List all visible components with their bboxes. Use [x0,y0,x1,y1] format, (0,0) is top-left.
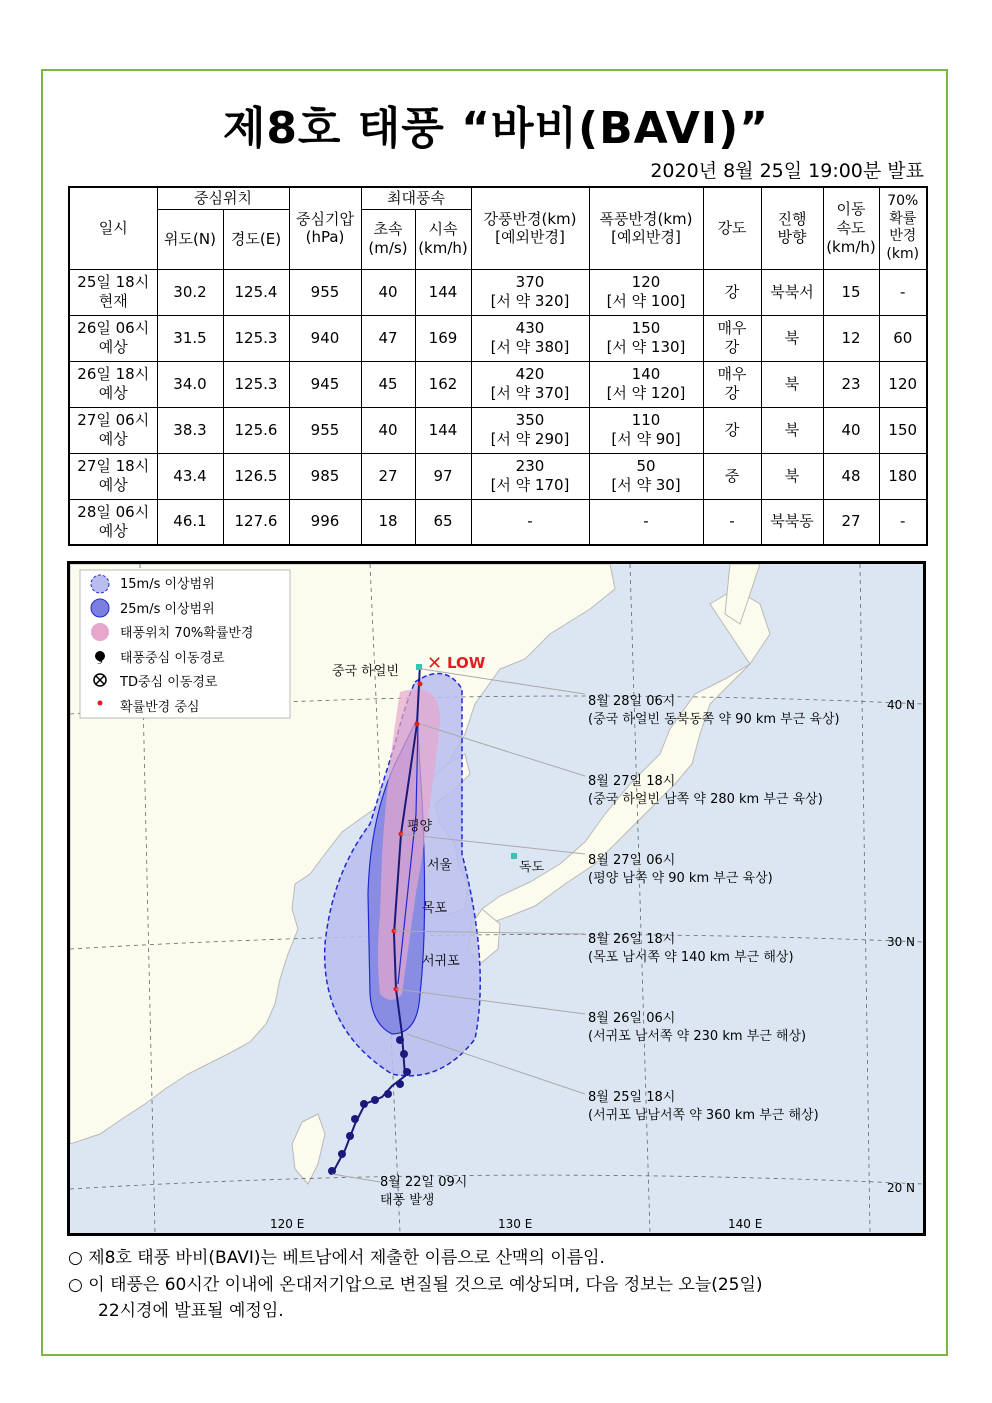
callout-3: 8월 26일 18시 (목포 남서쪽 약 140 km 부근 해상) [588,932,794,965]
cell-direction: 북 [761,361,823,407]
cell-pressure: 996 [289,499,361,545]
header-speed: 이동 속도 (km/h) [823,187,879,269]
header-storm: 폭풍반경(km) [예외반경] [589,187,703,269]
typhoon-track-map [67,561,926,1236]
cell-pressure: 940 [289,315,361,361]
cell-kmh: 144 [415,269,471,315]
land-taiwan [292,1114,325,1184]
lon-label-140: 140 E [728,1217,763,1231]
header-direction: 진행 방향 [761,187,823,269]
cell-ms: 40 [361,269,415,315]
cell-storm: 150 [서 약 130] [589,315,703,361]
place-harbin: 중국 하얼빈 [332,664,399,679]
cell-speed: 15 [823,269,879,315]
cell-kmh: 97 [415,453,471,499]
cell-time: 25일 18시 현재 [69,269,157,315]
place-seoul: 서울 [427,858,453,873]
header-lon: 경도(E) [223,209,289,269]
header-maxwind: 최대풍속 [361,187,471,209]
cell-gale: - [471,499,589,545]
cell-lon: 125.3 [223,315,289,361]
place-low: LOW [447,654,486,672]
cell-gale: 370 [서 약 320] [471,269,589,315]
cell-storm: 110 [서 약 90] [589,407,703,453]
cell-direction: 북북동 [761,499,823,545]
cell-pressure: 955 [289,407,361,453]
cell-time: 26일 06시 예상 [69,315,157,361]
cell-intensity: 매우 강 [703,315,761,361]
header-kmh: 시속 (km/h) [415,209,471,269]
cell-radius: - [879,499,927,545]
cell-lon: 125.4 [223,269,289,315]
cell-lat: 31.5 [157,315,223,361]
cell-kmh: 162 [415,361,471,407]
cell-ms: 18 [361,499,415,545]
cell-speed: 27 [823,499,879,545]
cell-lat: 43.4 [157,453,223,499]
cell-lat: 46.1 [157,499,223,545]
legend-15ms: 15m/s 이상범위 [120,577,215,592]
cell-lon: 126.5 [223,453,289,499]
table-row [69,499,927,545]
lon-label-120: 120 E [270,1217,305,1231]
header-time: 일시 [69,187,157,269]
header-ms: 초속 (m/s) [361,209,415,269]
lat-label-30: 30 N [886,935,915,949]
note-2: ○ 이 태풍은 60시간 이내에 온대저기압으로 변질될 것으로 예상되며, 다음 정보는 오늘(25일) [68,1275,763,1295]
place-pyongyang: 평양 [407,819,433,834]
cell-speed: 23 [823,361,879,407]
harbin-marker [416,664,422,670]
table-row [69,407,927,453]
cell-direction: 북 [761,315,823,361]
table-row [69,453,927,499]
cell-radius: 120 [879,361,927,407]
cell-ms: 45 [361,361,415,407]
note-1: ○ 제8호 태풍 바비(BAVI)는 베트남에서 제출한 이름으로 산맥의 이름임. [68,1248,605,1268]
page-title: 제8호 태풍 “바비(BAVI)” [222,103,770,154]
cell-radius: 180 [879,453,927,499]
cell-lon: 125.6 [223,407,289,453]
cell-kmh: 65 [415,499,471,545]
callout-4: 8월 26일 06시 (서귀포 남서쪽 약 230 km 부근 해상) [588,1011,807,1044]
lon-label-130: 130 E [498,1217,533,1231]
legend-center: 확률반경 중심 [120,699,200,715]
cell-intensity: 강 [703,269,761,315]
cell-intensity: - [703,499,761,545]
cell-storm: 50 [서 약 30] [589,453,703,499]
dokdo-marker [511,853,517,859]
cell-kmh: 169 [415,315,471,361]
legend-track: 태풍중심 이동경로 [120,650,225,666]
cell-time: 27일 18시 예상 [69,453,157,499]
cell-direction: 북 [761,407,823,453]
header-pressure: 중심기압 (hPa) [289,187,361,269]
cell-storm: 140 [서 약 120] [589,361,703,407]
header-lat: 위도(N) [157,209,223,269]
cell-pressure: 985 [289,453,361,499]
cell-kmh: 144 [415,407,471,453]
cell-radius: 150 [879,407,927,453]
note-3: 22시경에 발표될 예정임. [98,1301,284,1321]
cell-gale: 350 [서 약 290] [471,407,589,453]
cell-lat: 38.3 [157,407,223,453]
callout-2: 8월 27일 06시 (평양 남쪽 약 90 km 부근 육상) [588,853,773,886]
legend-prob: 태풍위치 70%확률반경 [120,626,254,641]
legend-25ms: 25m/s 이상범위 [120,601,215,617]
callout-1: 8월 27일 18시 (중국 하얼빈 남쪽 약 280 km 부근 육상) [588,774,823,807]
cell-lon: 127.6 [223,499,289,545]
table-row [69,269,927,315]
cell-storm: 120 [서 약 100] [589,269,703,315]
cell-time: 26일 18시 예상 [69,361,157,407]
issue-date: 2020년 8월 25일 19:00분 발표 [650,160,924,182]
cell-gale: 430 [서 약 380] [471,315,589,361]
header-center: 중심위치 [157,187,289,209]
header-intensity: 강도 [703,187,761,269]
low-marker-x: ✕ [427,653,443,674]
table-row [69,361,927,407]
cell-radius: 60 [879,315,927,361]
cell-speed: 48 [823,453,879,499]
callout-5: 8월 25일 18시 (서귀포 남남서쪽 약 360 km 부근 해상) [588,1090,819,1123]
lat-label-40: 40 N [886,698,915,712]
place-mokpo: 목포 [422,901,448,916]
cell-intensity: 강 [703,407,761,453]
table-row [69,315,927,361]
cell-ms: 40 [361,407,415,453]
cell-intensity: 매우 강 [703,361,761,407]
place-dokdo: 독도 [519,860,545,875]
cell-gale: 230 [서 약 170] [471,453,589,499]
cell-pressure: 955 [289,269,361,315]
cell-radius: - [879,269,927,315]
place-seogwipo: 서귀포 [422,954,460,969]
cell-storm: - [589,499,703,545]
cell-pressure: 945 [289,361,361,407]
lat-label-20: 20 N [886,1181,915,1195]
cell-ms: 27 [361,453,415,499]
header-radius: 70% 확률 반경 (km) [879,187,927,269]
legend-td: TD중심 이동경로 [120,675,218,690]
cell-lat: 30.2 [157,269,223,315]
cell-time: 28일 06시 예상 [69,499,157,545]
cell-intensity: 중 [703,453,761,499]
callout-0: 8월 28일 06시 (중국 하얼빈 동북동쪽 약 90 km 부근 육상) [588,694,840,727]
cell-speed: 40 [823,407,879,453]
cell-time: 27일 06시 예상 [69,407,157,453]
cell-lon: 125.3 [223,361,289,407]
cell-direction: 북 [761,453,823,499]
cell-direction: 북북서 [761,269,823,315]
typhoon-forecast-table [68,186,928,546]
cell-ms: 47 [361,315,415,361]
cell-gale: 420 [서 약 370] [471,361,589,407]
legend-labels [120,573,254,720]
header-gale: 강풍반경(km) [예외반경] [471,187,589,269]
cell-speed: 12 [823,315,879,361]
genesis-label: 8월 22일 09시 태풍 발생 [380,1175,468,1208]
cell-lat: 34.0 [157,361,223,407]
